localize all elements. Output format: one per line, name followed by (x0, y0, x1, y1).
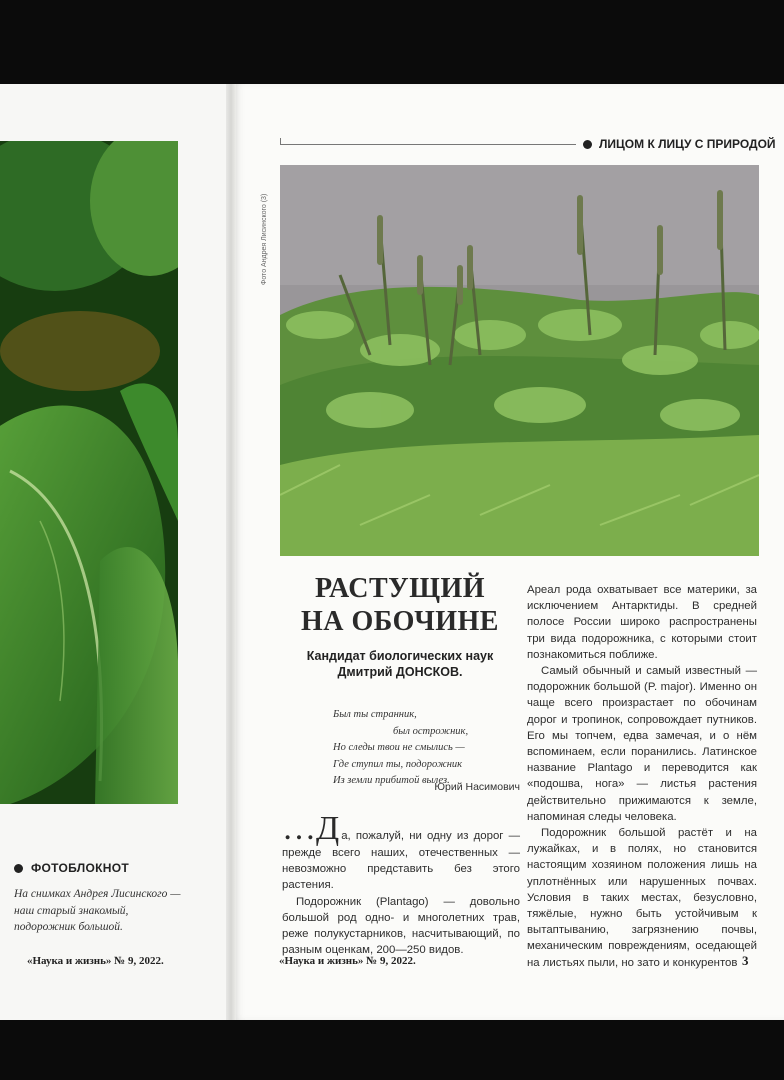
headline-line-2: НА ОБОЧИНЕ (301, 606, 499, 637)
author-byline (280, 648, 520, 680)
poem-line: Где ступил ты, подорожник (333, 758, 463, 770)
body-paragraph: Подорожник (Plantago) — довольно большой род одно- и многолетних трав, реже полукустарников, насчитывающий, по разным оценкам, 200—250 видов. (282, 895, 520, 957)
poem-author: Юрий Насимович (434, 781, 520, 793)
byline-name: Дмитрий ДОНСКОВ. (337, 665, 463, 679)
body-paragraph: Подорожник большой растёт и на лужайках, и в полях, но становится настоящим хозяином положения лишь на уплотнённых или нарушенных почвах. Условия в таких местах, безусловно, тяжёлые, нужно быть устойчивым к вытаптыванию, загрязнению почвы, механическим повреждениям, оседающей на листьях пыли, но зато и конкурентов (527, 827, 757, 969)
photobook-label-text: ФОТОБЛОКНОТ (31, 861, 129, 875)
photo-credit: Фото Андрея Лисинского (3) (261, 193, 268, 285)
photobook-section-label (14, 861, 129, 875)
plantain-illustration (280, 165, 759, 556)
body-paragraph: Самый обычный и самый известный — подорожник большой (P. major). Именно он чаще всего произрастает по обочинам дорог и тропинок, сопровождает путников. Его мы топчем, едва замечая, и о нём вспоминаем, если поранились. Латинское название Plantago и переводится как «подошва, нога» — листья растения действительно прижимаются к земле, напоминая следы человека. (527, 665, 757, 823)
photobook-caption: На снимках Андрея Лисинского — наш старый знакомый, подорожник большой. (14, 888, 181, 933)
page-number: 3 (742, 953, 749, 968)
bullet-icon (14, 864, 23, 873)
spine-gutter (226, 84, 236, 1020)
poem-line: был острожник, (393, 725, 469, 737)
dropcap: …Д (282, 810, 340, 847)
leaves-illustration (0, 141, 178, 804)
article-headline (280, 572, 520, 638)
poem-line: Из земли прибитой вылез. (333, 775, 450, 786)
poem-line: Но следы твои не смылись — (333, 742, 465, 753)
rubric-rule (280, 144, 576, 145)
right-footer: «Наука и жизнь» № 9, 2022. (279, 955, 416, 967)
article-column-1 (282, 810, 520, 958)
headline-line-1: РАСТУЩИЙ (314, 573, 486, 604)
body-paragraph: Ареал рода охватывает все материки, за исключением Антарктиды. В средней полосе России широко распространены три вида подорожника, с которыми стоит познакомиться поближе. (527, 584, 757, 661)
lead-paragraph (282, 810, 520, 894)
byline-title: Кандидат биологических наук (306, 649, 494, 663)
epigraph-poem (333, 707, 523, 790)
plantain-leaves-photo (0, 141, 178, 804)
rubric-text: ЛИЦОМ К ЛИЦУ С ПРИРОДОЙ (599, 137, 776, 151)
left-footer: «Наука и жизнь» № 9, 2022. (27, 955, 164, 967)
roadside-plantain-photo (280, 165, 759, 556)
article-column-2 (527, 582, 757, 971)
rubric-header (583, 137, 776, 151)
lead-paragraph-text: а, пожалуй, ни одну из дорог — прежде всего наших, отечественных — невозможно представить без этого растения. (282, 830, 520, 892)
bullet-icon (583, 140, 592, 149)
poem-line: Был ты странник, (333, 709, 417, 720)
